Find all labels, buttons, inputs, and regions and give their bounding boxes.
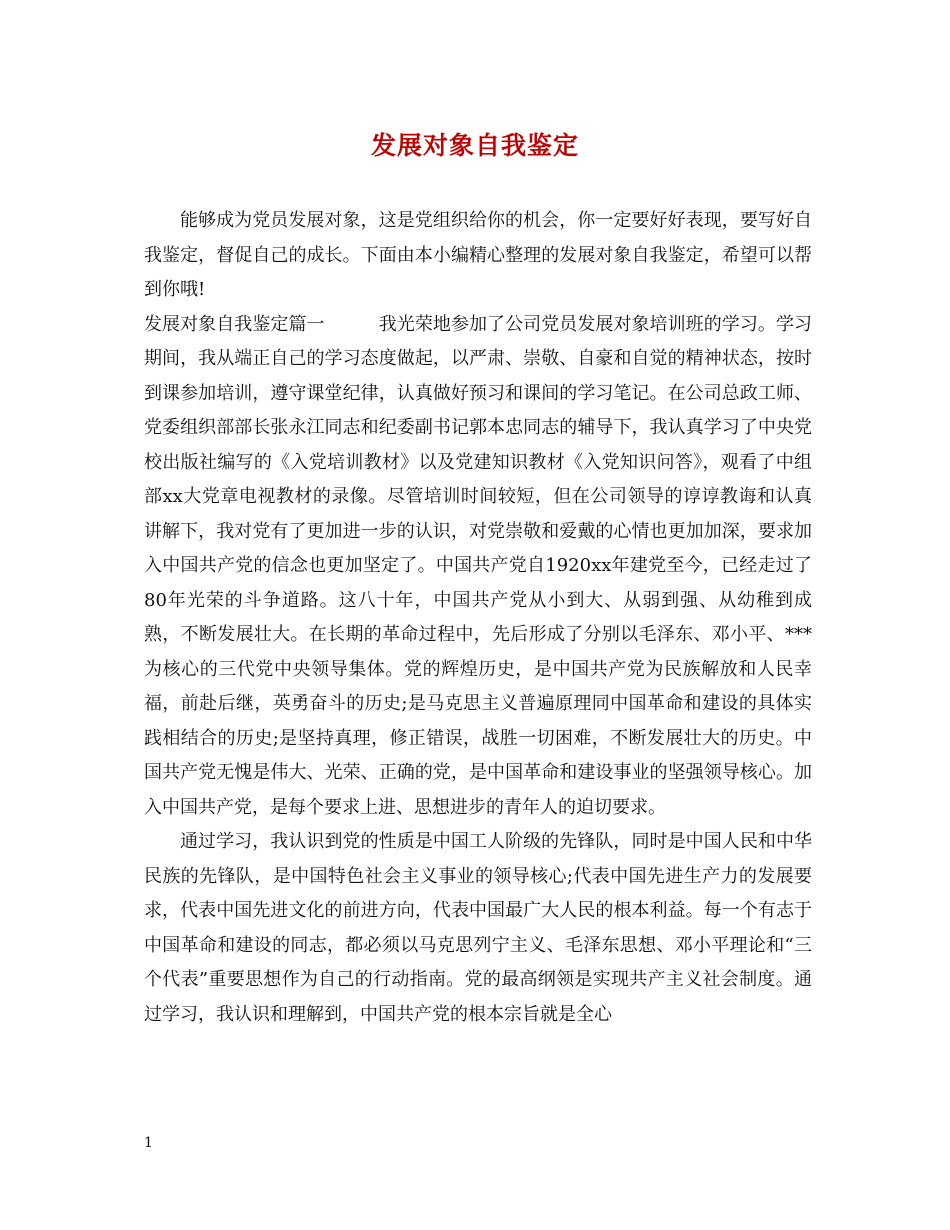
- intro-paragraph: 能够成为党员发展对象，这是党组织给你的机会，你一定要好好表现，要写好自我鉴定，督促自己的成长。下面由本小编精心整理的发展对象自我鉴定，希望可以帮到你哦!: [144, 210, 812, 300]
- document-title: 发展对象自我鉴定: [370, 131, 579, 160]
- body-paragraph-1: 发展对象自我鉴定篇一 我光荣地参加了公司党员发展对象培训班的学习。学习期间，我从端正自己的学习态度做起，以严肃、崇敬、自豪和自觉的精神状态，按时到课参加培训，遵守课堂纪律，认真做好预习和课间的学习笔记。在公司总政工师、党委组织部部长张永江同志和纪委副书记郭本忠同志的辅导下，我认真学习了中央党校出版社编写的《入党培训教材》以及党建知识教材《入党知识问答》，观看了中组部xx大党章电视教材的录像。尽管培训时间较短，但在公司领导的谆谆教诲和认真讲解下，我对党有了更加进一步的认识，对党崇敬和爱戴的心情也更加加深，要求加入中国共产党的信念也更加坚定了。中国共产党自1920xx年建党至今，已经走过了80年光荣的斗争道路。这八十年，中国共产党从小到大、从弱到强、从幼稚到成熟，不断发展壮大。在长期的革命过程中，先后形成了分别以毛泽东、邓小平、***为核心的三代党中央领导集体。党的辉煌历史，是中国共产党为民族解放和人民幸福，前赴后继，英勇奋斗的历史;是马克思主义普遍原理同中国革命和建设的具体实践相结合的历史;是坚持真理，修正错误，战胜一切困难，不断发展壮大的历史。中国共产党无愧是伟大、光荣、正确的党，是中国革命和建设事业的坚强领导核心。加入中国共产党，是每个要求上进、思想进步的青年人的迫切要求。: [144, 313, 812, 818]
- page-number: 1: [144, 1135, 153, 1151]
- body-paragraph-2: 通过学习，我认识到党的性质是中国工人阶级的先锋队，同时是中国人民和中华民族的先锋队，是中国特色社会主义事业的领导核心;代表中国先进生产力的发展要求，代表中国先进文化的前进方向，代表中国最广大人民的根本利益。每一个有志于中国革命和建设的同志，都必须以马克思列宁主义、毛泽东思想、邓小平理论和“三个代表”重要思想作为自己的行动指南。党的最高纲领是实现共产主义社会制度。通过学习，我认识和理解到，中国共产党的根本宗旨就是全心: [144, 831, 812, 1025]
- document-body: [144, 204, 812, 1032]
